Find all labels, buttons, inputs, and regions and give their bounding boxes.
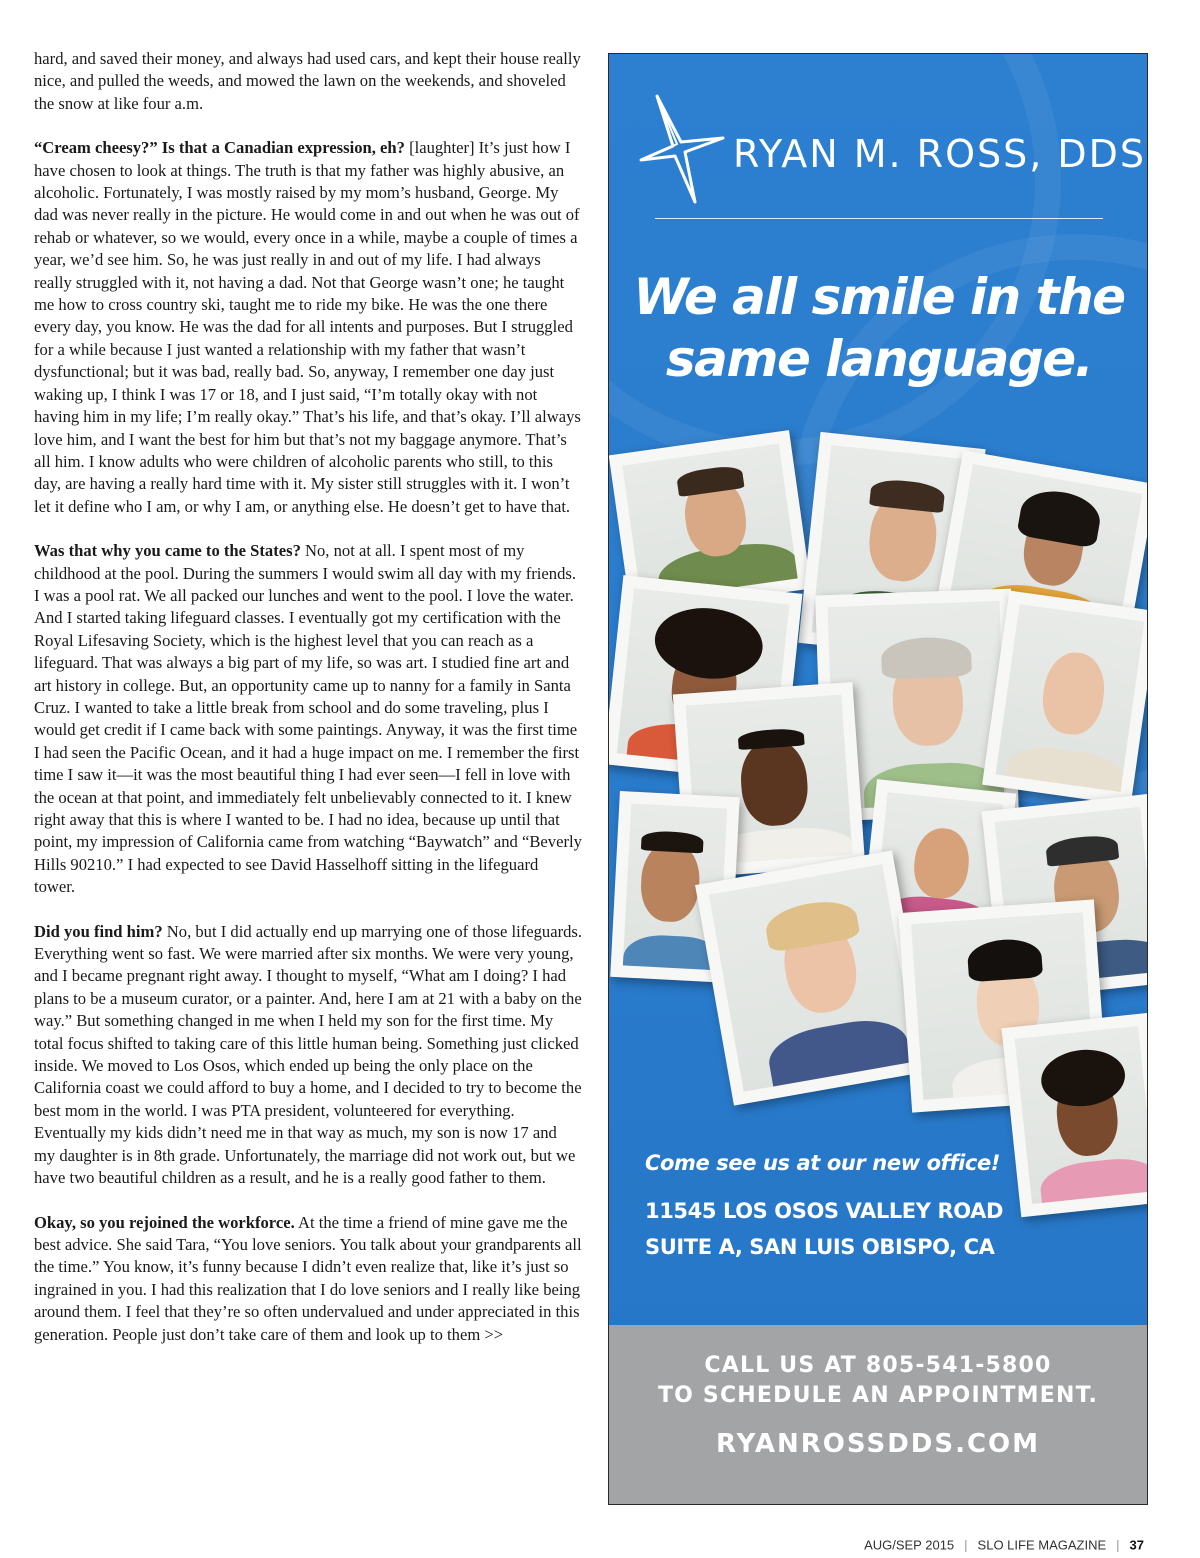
page-footer	[864, 1538, 1144, 1553]
interview-question: Okay, so you rejoined the workforce.	[34, 1212, 295, 1232]
interview-answer: No, not at all. I spent most of my childhood at the pool. During the summers I would swim all day with my friends. I was a pool rat. We all packed our lunches and went to the pool. I love the water. And I started taking lifeguard classes. I eventually got my certification with the Royal Lifesaving Society, which is the highest level that you can reach as a lifeguard. That was always a big part of my life, so was art. I studied fine art and art history in college. But, an opportunity came up to nanny for a family in Santa Cruz. I wanted to take a little break from school and do some traveling, plus I would get credit if I came back with some paintings. Anyway, it was the first time I had seen the Pacific Ocean, and it had a huge impact on me. I remember the first time I saw it—it was the most beautiful thing I had ever seen—I fell in love with the ocean at that point, and immediately felt unbelievably connected to it. I knew right away that this is where I wanted to be. I had no idea, because up until that point, my impression of California came from watching “Baywatch” and “Beverly Hills 90210.” I had expected to see David Hasselhoff sitting in the lifeguard tower.	[34, 541, 582, 897]
interview-answer: [laughter] It’s just how I have chosen to look at things. The truth is that my father was highly abusive, an alcoholic. Fortunately, I was mostly raised by my mom’s husband, George. My dad was never really in the picture. He would come in and out when he was out of rehab or whatever, so we would, every once in a while, maybe a couple of times a year, we’d see him. So, he was just really in and out of my life. I had always really struggled with it, not having a dad. Not that George wasn’t one; he taught me how to cross country ski, taught me to ride my bike. He was the one there every day, you know. He was the dad for all intents and purposes. But I struggled for a while because I just wanted a relationship with my father that wasn’t dysfunctional; but it was bad, really bad. So, anyway, I remember one day just waking up, I think I was 17 or 18, and I just said, “I’m totally okay with not having him in my life; I’m really okay.” That’s his life, and that’s okay. I’ll always love him, and I want the best for him but that’s not my baggage anymore. That’s all him. I know adults who were children of alcoholic parents who still, to this day, are having a really hard time with it. My sister still struggles with it. I won’t let it define who I am, or why I am, or anything else. He doesn’t get to have that.	[34, 138, 581, 516]
interview-question: “Cream cheesy?” Is that a Canadian expression, eh?	[34, 138, 405, 158]
page-number: 37	[1129, 1537, 1144, 1553]
phone-line: CALL US AT 805-541-5800	[704, 1353, 1052, 1378]
portrait-photo	[1001, 1013, 1148, 1217]
interview-question: Did you find him?	[34, 921, 163, 941]
office-address	[645, 1193, 1003, 1265]
interview-answer: At the time a friend of mine gave me the best advice. She said Tara, “You love seniors. You talk about your grandparents all the time.” You know, it’s funny because I didn’t even realize that, like it’s just so ingrained in you. I had this realization that I do love seniors and I really like being around them. I feel that they’re so often undervalued and under appreciated in this generation. People just don’t take care of them and look up to them >>	[34, 1212, 582, 1344]
article-paragraph: hard, and saved their money, and always had used cars, and kept their house really nice, and pulled the weeds, and mowed the lawn on the weekends, and shoveled the snow at like four a.m.	[34, 49, 581, 113]
footer-separator: |	[1116, 1537, 1120, 1553]
portrait-photo	[982, 591, 1148, 806]
portrait-photo	[695, 850, 931, 1105]
footer-separator: |	[964, 1537, 968, 1553]
interview-answer: No, but I did actually end up marrying one of those lifeguards. Everything went so fast. We were married after six months. We were very young, and I became pregnant right away. I thought to myself, “What am I doing? I had plans to be a museum curator, or a painter. And, here I am at 21 with a baby on the way.” But something changed in me when I held my son for the first time. My total focus shifted to taking care of this little human being. Something just clicked inside. We moved to Los Osos, which ended up being the only place on the California coast we could afford to buy a home, and I decided to try to become the best mom in the world. I was PTA president, volunteered for everything. Eventually my kids didn’t need me in that way as much, my son is now 17 and my daughter is in 8th grade. Unfortunately, the marriage did not work out, but we have two beautiful children as a result, and he is a really good father to them.	[34, 921, 583, 1188]
address-line-2: SUITE A, SAN LUIS OBISPO, CA	[645, 1235, 995, 1259]
divider	[655, 218, 1103, 219]
article-paragraph	[34, 921, 582, 1190]
magazine-name: SLO LIFE MAGAZINE	[977, 1537, 1107, 1553]
article-paragraph	[34, 1212, 582, 1346]
article-paragraph	[34, 540, 582, 899]
star-logo-icon	[637, 94, 727, 204]
office-info	[645, 1151, 1003, 1265]
headline-line-2: same language.	[665, 330, 1093, 388]
headline-line-1: We all smile in the	[633, 268, 1125, 326]
ad-headline	[629, 266, 1129, 390]
issue-date: AUG/SEP 2015	[864, 1537, 955, 1553]
call-to-action	[609, 1325, 1147, 1504]
brand-logo	[637, 94, 1147, 204]
article-column	[34, 48, 582, 1368]
brand-name: RYAN M. ROSS, DDS	[733, 132, 1147, 176]
new-office-invite: Come see us at our new office!	[645, 1151, 1000, 1175]
article-paragraph	[34, 137, 582, 518]
appointment-line: TO SCHEDULE AN APPOINTMENT.	[657, 1383, 1099, 1408]
dentist-advertisement	[608, 53, 1148, 1505]
interview-question: Was that why you came to the States?	[34, 541, 301, 561]
website-link[interactable]: RYANROSSDDS.COM	[715, 1429, 1041, 1459]
address-line-1: 11545 LOS OSOS VALLEY ROAD	[645, 1199, 1004, 1223]
